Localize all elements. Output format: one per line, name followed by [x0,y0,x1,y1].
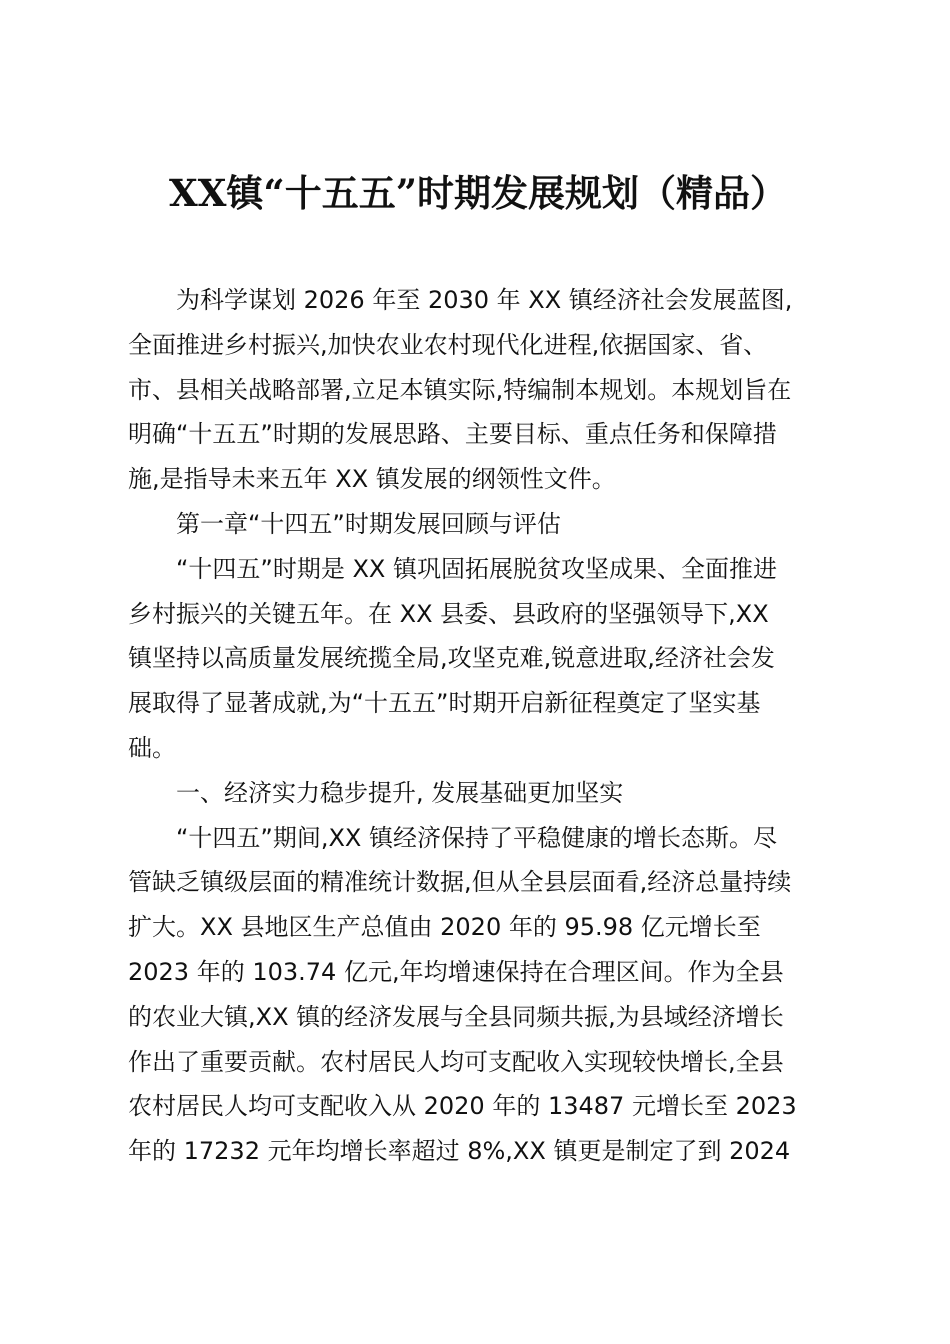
text-line: 作出了重要贡献。农村居民人均可支配收入实现较快增长,全县 [128,1047,784,1076]
text-line: 扩大。XX 县地区生产总值由 2020 年的 95.98 亿元增长至 [128,913,761,942]
document-body [128,278,834,1174]
text-line: 镇坚持以高质量发展统揽全局,攻坚克难,锐意进取,经济社会发 [128,644,775,673]
text-line: 管缺乏镇级层面的精准统计数据,但从全县层面看,经济总量持续 [128,868,792,897]
section-heading: 一、经济实力稳步提升, 发展基础更加坚实 [176,778,624,807]
document-title: XX镇“十五五”时期发展规划（精品） [169,171,787,215]
text-line: 的农业大镇,XX 镇的经济发展与全县同频共振,为县域经济增长 [128,1002,784,1031]
text-line: 全面推进乡村振兴,加快农业农村现代化进程,依据国家、省、 [128,330,768,359]
text-line: 农村居民人均可支配收入从 2020 年的 13487 元增长至 2023 [128,1092,797,1121]
text-line: 市、县相关战略部署,立足本镇实际,特编制本规划。本规划旨在 [128,375,792,404]
text-line: 年的 17232 元年均增长率超过 8%,XX 镇更是制定了到 2024 [128,1137,791,1166]
text-line: 展取得了显著成就,为“十五五”时期开启新征程奠定了坚实基 [128,689,761,718]
text-line: 施,是指导未来五年 XX 镇发展的纲领性文件。 [128,465,616,494]
text-line: “十四五”期间,XX 镇经济保持了平稳健康的增长态斯。尽 [176,823,778,852]
intro-paragraph [128,278,834,502]
text-line: “十四五”时期是 XX 镇巩固拓展脱贫攻坚成果、全面推进 [176,554,778,583]
text-line: 乡村振兴的关键五年。在 XX 县委、县政府的坚强领导下,XX [128,599,769,628]
chapter-heading: 第一章“十四五”时期发展回顾与评估 [176,509,561,538]
economy-paragraph [128,816,834,1174]
text-line: 础。 [128,733,176,762]
text-line: 明确“十五五”时期的发展思路、主要目标、重点任务和保障措 [128,420,777,449]
text-line: 2023 年的 103.74 亿元,年均增速保持在合理区间。作为全县 [128,957,784,986]
review-paragraph [128,547,834,771]
text-line: 为科学谋划 2026 年至 2030 年 XX 镇经济社会发展蓝图, [176,286,793,314]
